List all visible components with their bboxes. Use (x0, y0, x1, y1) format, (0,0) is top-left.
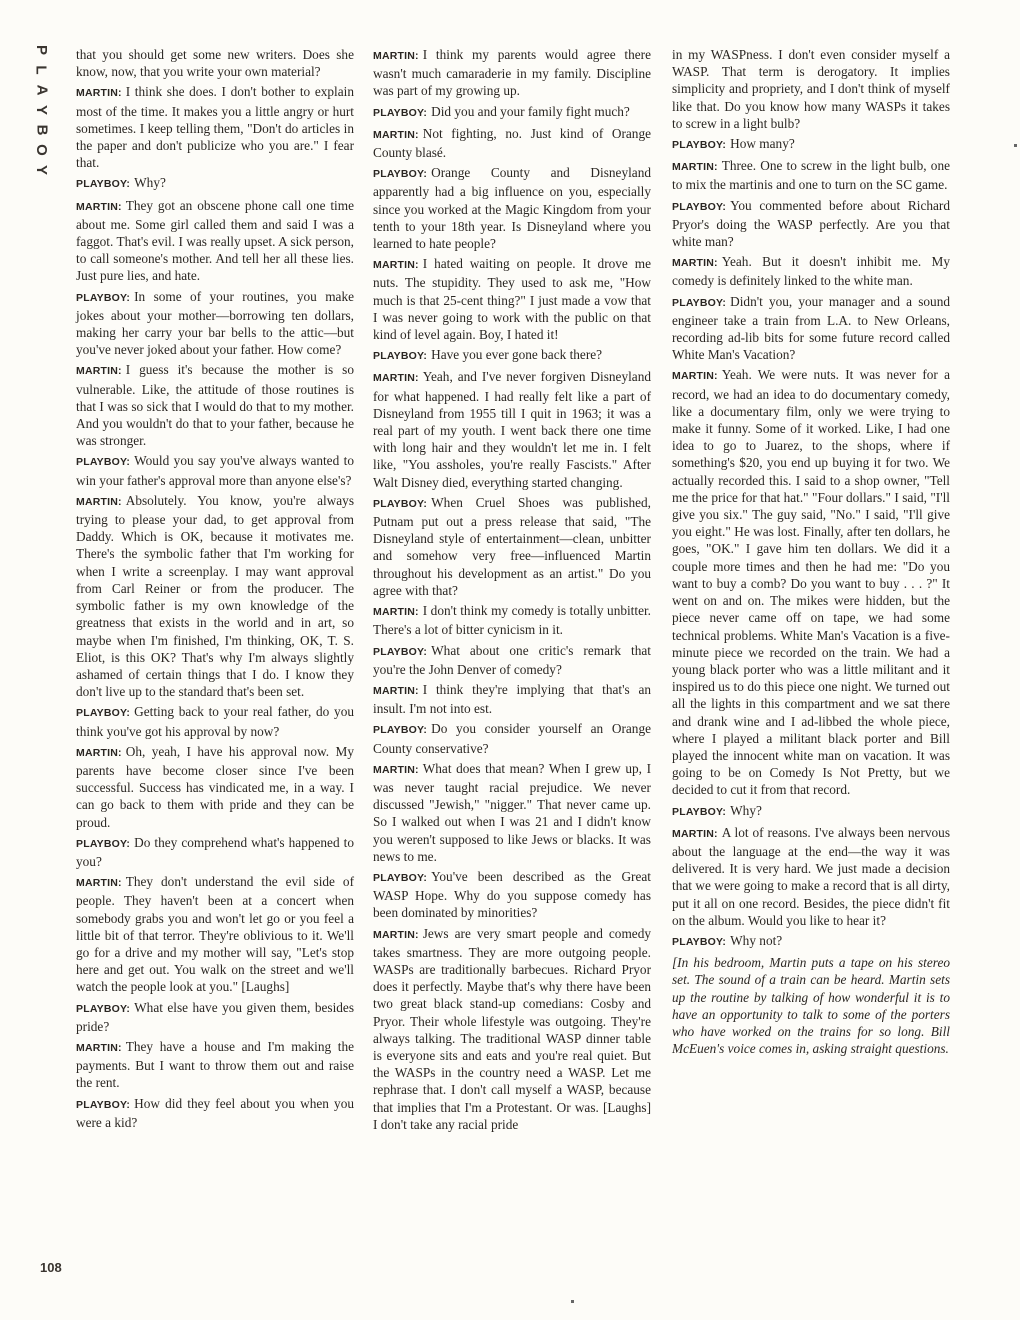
interview-paragraph (76, 834, 354, 870)
speaker-label: PLAYBOY: (672, 200, 727, 213)
speaker-label: PLAYBOY: (373, 168, 428, 181)
paragraph-text: They don't understand the evil side of people. They haven't been at a concert when somebody grabs you and won't let go or you feel a little bit of that terror. They're oblivious to it. We'll go for a drive and my mother will say, "Let's stop here and get out. You walk on the street and we'll watch the people look at you." [Laughs] (76, 874, 354, 995)
paragraph-text: Would you say you've always wanted to win your father's approval more than anyone else's? (76, 453, 354, 488)
paragraph-text: Absolutely. You know, you're always trying to please your dad, to get approval from Daddy. Which is OK, because it motivates me. There's the symbolic father that I'm working for when I write a screenplay. I may want approval from Carl Reiner or from the producer. The symbolic father is my own knowledge of the greatness that exists in the world and in art, so maybe when I'm finished, I'm thinking, OK, T. S. Eliot, is this OK? That's why I'm always slightly ashamed of certain things that I do. I know they don't live up to the standard that's been set. (76, 492, 354, 700)
interview-paragraph (672, 824, 950, 929)
interview-paragraph (672, 802, 950, 821)
speaker-label: PLAYBOY: (373, 871, 428, 884)
paragraph-text: Orange County and Disneyland apparently had a big influence on you, especially since you worked at the Magic Kingdom from your tenth to your 18th year. Is Disneyland where you learned to hate people? (373, 165, 651, 252)
speaker-label: PLAYBOY: (373, 106, 428, 119)
interview-paragraph (76, 197, 354, 285)
text-column-2 (373, 46, 651, 1136)
speaker-label: MARTIN: (373, 606, 419, 619)
speaker-label: PLAYBOY: (76, 837, 131, 850)
interview-paragraph (373, 681, 651, 717)
paragraph-text: Why? (730, 802, 762, 818)
paragraph-text: I guess it's because the mother is so vulnerable. Like, the attitude of those routines is that I was so sick that I would do that to my mother. And you wouldn't do that to your father, because he was stronger. (76, 362, 354, 449)
interview-paragraph (76, 361, 354, 449)
speaker-label: MARTIN: (373, 128, 419, 141)
masthead (30, 40, 52, 180)
speaker-label: PLAYBOY: (76, 1098, 131, 1111)
interview-paragraph (373, 346, 651, 365)
paragraph-text: Getting back to your real father, do you think you've got his approval by now? (76, 704, 354, 739)
interview-paragraph (672, 135, 950, 154)
paragraph-text: How many? (730, 136, 795, 152)
paragraph-text: Have you ever gone back there? (431, 347, 603, 363)
interview-paragraph (672, 197, 950, 251)
paragraph-text: Yeah, and I've never forgiven Disneyland for what happened. I had really felt like a part of Disneyland from 1955 till I quit in 1963; it was a real part of my youth. I went back there one time with long hair and they wouldn't let me in. I felt like, "You assholes, you're really Fascists." After Walt Disney died, everything started changing. (373, 369, 651, 490)
speaker-label: PLAYBOY: (76, 178, 131, 191)
paragraph-text: Didn't you, your manager and a sound engineer take a train from L.A. to New Orleans, recording ad-lib bits for some future record called White Man's Vacation? (672, 293, 950, 363)
speaker-label: PLAYBOY: (76, 707, 131, 720)
paragraph-text: in my WASPness. I don't even consider myself a WASP. That term is derogatory. It implies simplicity and propriety, and I don't think of myself like that. Do you know how many WASPs it takes to screw in a light bulb? (672, 47, 950, 131)
speaker-label: PLAYBOY: (373, 645, 428, 658)
interview-paragraph (373, 494, 651, 599)
paragraph-text: In some of your routines, you make jokes about your mother—borrowing ten dollars, making her carry your bar bells to the attic—but you've never joked about your father. How come? (76, 288, 354, 358)
speaker-label: MARTIN: (76, 495, 122, 508)
interview-paragraph (373, 103, 651, 122)
interview-paragraph (76, 1095, 354, 1131)
speaker-label: MARTIN: (672, 370, 718, 383)
interview-paragraph (672, 253, 950, 289)
paragraph-text: When Cruel Shoes was published, Putnam put out a press release that said, "The Disneyland style of entertainment—clean, unbitter and somehow very free—influenced Martin throughout his development as an artist." Do you agree with that? (373, 494, 651, 598)
masthead-letter: O (32, 144, 50, 156)
speaker-label: PLAYBOY: (373, 350, 428, 363)
interview-paragraph (373, 46, 651, 100)
speaker-label: MARTIN: (76, 1041, 122, 1054)
scan-speck (571, 1300, 574, 1303)
speaker-label: MARTIN: (373, 259, 419, 272)
interview-paragraph (76, 1038, 354, 1092)
paragraph-text: Yeah. We were nuts. It was never for a record, we had an idea to do documentary comedy, like a documentary film, only we were trying to make it funny. Some of it worked. Like, I had one idea to go to Juarez, to the shops, where if something's $20, you end up buying it for two. We actually recorded this. I said to a shop owner, "Tell me the price for that hat." "Four dollars." I said, "I'll give you six." The guy said, "No." I said, "I'll give you eight." He was lost. Finally, after ten dollars, he goes, "OK." I gave him ten dollars. We did it a couple more times and then he had me: "Do you want to buy a comb? Do you want to buy . . . ?" It went on and on. The mikes were hidden, but the piece never came off on tape, we had some technical problems. White Man's Vacation is a five-minute piece we recorded on the train. We had a young black porter who was a little militant and it inspired us to do this piece one night. We turned out all the lights in this compartment and we sat there and drank wine and I ad-libbed the whole piece, where I played a militant black porter and Bill played the innocent white man on vacation. It was going to be on Comedy Is Not Pretty, but we decided to cut it from that record. (672, 367, 950, 798)
masthead-letter: Y (32, 104, 50, 116)
masthead-letter: P (32, 44, 50, 56)
paragraph-text: What about one critic's remark that you're the John Denver of comedy? (373, 642, 651, 677)
interview-paragraph (373, 602, 651, 638)
interview-paragraph (373, 368, 651, 490)
masthead-letter: L (32, 65, 50, 75)
paragraph-text: How did they feel about you when you were a kid? (76, 1095, 354, 1130)
masthead-letter: A (33, 84, 50, 96)
interview-paragraph (76, 46, 354, 80)
paragraph-text: Do you consider yourself an Orange County conservative? (373, 721, 651, 756)
interview-paragraph (373, 164, 651, 252)
paragraph-text: They have a house and I'm making the payments. But I want to throw them out and raise the rent. (76, 1038, 354, 1091)
text-column-1 (76, 46, 354, 1134)
interview-paragraph (672, 46, 950, 132)
paragraph-text: Why not? (730, 932, 783, 948)
paragraph-text: You commented before about Richard Pryor's doing the WASP perfectly. Are you that white man? (672, 197, 950, 250)
speaker-label: PLAYBOY: (76, 456, 131, 469)
interview-paragraph (373, 125, 651, 161)
scan-speck (1014, 144, 1017, 147)
interview-paragraph (373, 720, 651, 756)
speaker-label: PLAYBOY: (373, 497, 428, 510)
speaker-label: MARTIN: (373, 50, 419, 62)
speaker-label: PLAYBOY: (373, 724, 428, 737)
paragraph-text: What else have you given them, besides pride? (76, 999, 354, 1034)
speaker-label: MARTIN: (373, 372, 419, 385)
masthead-letter: B (33, 124, 50, 136)
speaker-label: MARTIN: (76, 200, 122, 213)
speaker-label: MARTIN: (672, 257, 718, 270)
paragraph-text: Did you and your family fight much? (431, 103, 630, 119)
speaker-label: MARTIN: (373, 763, 419, 776)
interview-paragraph (76, 174, 354, 193)
paragraph-text: I hated waiting on people. It drove me nuts. The stupidity. They used to ask me, "How much is that 25-cent thing?" I just made a vow that I was never going to work with the public on that kind of level again. Boy, I hated it! (373, 256, 651, 343)
speaker-label: MARTIN: (76, 746, 122, 759)
interview-paragraph (373, 868, 651, 922)
interview-paragraph (672, 293, 950, 364)
interview-paragraph (373, 642, 651, 678)
paragraph-text: Not fighting, no. Just kind of Orange County blasé. (373, 125, 651, 161)
interview-paragraph (76, 873, 354, 995)
interview-paragraph (76, 492, 354, 700)
interview-paragraph (373, 925, 651, 1133)
paragraph-text: I think she does. I don't bother to explain most of the time. It makes you a little angry or hurt sometimes. I keep telling them, "Don't do articles in the paper and don't publicize who you are." I fear that. (76, 84, 354, 171)
paragraph-text: Why? (134, 175, 166, 191)
interview-paragraph (76, 703, 354, 739)
stage-direction (672, 954, 950, 1057)
interview-paragraph (76, 452, 354, 488)
speaker-label: PLAYBOY: (672, 296, 727, 309)
speaker-label: MARTIN: (373, 684, 419, 697)
interview-paragraph (373, 760, 651, 865)
speaker-label: MARTIN: (672, 827, 718, 840)
speaker-label: PLAYBOY: (76, 1002, 131, 1015)
text-column-3 (672, 46, 950, 1060)
interview-paragraph (76, 288, 354, 359)
paragraph-text: Do they comprehend what's happened to you? (76, 834, 354, 869)
paragraph-text: I don't think my comedy is totally unbitter. There's a lot of bitter cynicism in it. (373, 603, 651, 638)
paragraph-text: I think they're implying that that's an insult. I'm not into est. (373, 681, 651, 717)
paragraph-text: I think my parents would agree there wasn't much camaraderie in my family. Discipline was part of my growing up. (373, 47, 651, 99)
speaker-label: MARTIN: (76, 365, 122, 378)
interview-paragraph (672, 366, 950, 798)
masthead-letter: Y (32, 164, 50, 176)
paragraph-text: that you should get some new writers. Does she know, now, that you write your own material? (76, 47, 354, 80)
interview-paragraph (672, 157, 950, 193)
paragraph-text: Three. One to screw in the light bulb, one to mix the martinis and one to turn on the SC game. (672, 158, 950, 193)
interview-paragraph (672, 932, 950, 951)
speaker-label: PLAYBOY: (672, 935, 727, 948)
paragraph-text: [In his bedroom, Martin puts a tape on his stereo set. The sound of a train can be heard. Martin sets up the routine by talking of how wonderful it is to have an opportunity to talk to some of the porters who have worked on the trains for so long. Bill McEuen's voice comes in, asking straight questions. (672, 955, 950, 1057)
paragraph-text: Jews are very smart people and comedy takes smartness. They are more outgoing people. WASPs are traditionally barbecues. Richard Pryor does it perfectly. Maybe that's why there have been two great black stand-up comedians: Cosby and Pryor. Their whole lifestyle was outgoing. They're always talking. The traditional WASP dinner table is everyone sits and eats and you're real quiet. But the WASPs in the country need a WASP. Let me rephrase that. I don't call myself a WASP, because that implies that I'm a Protestant. Or was. [Laughs] I don't take any racial pride (373, 925, 651, 1132)
paragraph-text: What does that mean? When I grew up, I was never taught racial prejudice. We never discussed "Jewish," "nigger." That never came up. So I walked out when I was 21 and I didn't know you weren't supposed to like Jews or blacks. It was news to me. (373, 760, 651, 864)
speaker-label: PLAYBOY: (76, 291, 131, 304)
interview-paragraph (76, 999, 354, 1035)
speaker-label: MARTIN: (373, 928, 419, 941)
interview-paragraph (76, 743, 354, 831)
paragraph-text: You've been described as the Great WASP Hope. Why do you suppose comedy has been dominated by minorities? (373, 868, 651, 921)
paragraph-text: Oh, yeah, I have his approval now. My parents have become closer since I've been successful. Success has vindicated me, in a way. I can go back to them with pride and they can be proud. (76, 743, 354, 830)
speaker-label: PLAYBOY: (672, 139, 727, 152)
paragraph-text: A lot of reasons. I've always been nervous about the language at the end—the way it was delivered. It is very hard. We just made a decision that we were going to make a record that is all dirty, put it all on one record. Besides, the piece didn't fit on the album. Would you like to hear it? (672, 824, 950, 928)
speaker-label: MARTIN: (76, 877, 122, 890)
page-number: 108 (40, 1260, 62, 1275)
paragraph-text: Yeah. But it doesn't inhibit me. My comedy is definitely linked to the white man. (672, 254, 950, 289)
interview-paragraph (373, 255, 651, 343)
speaker-label: PLAYBOY: (672, 805, 727, 818)
paragraph-text: They got an obscene phone call one time about me. Some girl called them and said I was a faggot. That's evil. I was really upset. A sick person, to call someone's mother. And tell her all these lies. Just pure lies, and hate. (76, 197, 354, 284)
speaker-label: MARTIN: (76, 87, 122, 100)
speaker-label: MARTIN: (672, 161, 718, 174)
interview-paragraph (76, 83, 354, 171)
